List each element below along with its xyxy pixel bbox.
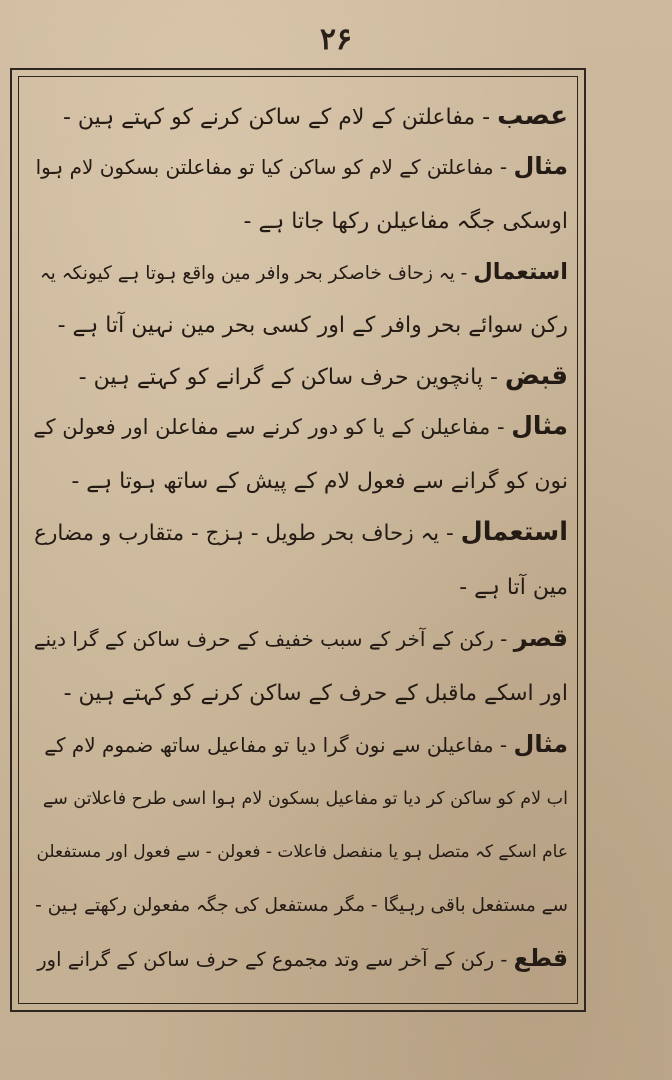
term-heading: مثال [513,730,568,758]
line-text: رکن سوائے بحر وافر کے اور کسی بحر مین نہین آتا ہے - [57,313,568,338]
line-text: اب لام کو ساکن کر دیا تو مفاعیل بسکون لام ہوا اسی طرح فاعلاتن سے [42,789,568,809]
term-heading: استعمال [473,259,568,285]
line-text: - مفاعلتن کے لام کو ساکن کیا تو مفاعلتن بسکون لام ہوا [35,155,514,179]
text-line [459,566,568,610]
term-heading: استعمال [460,517,568,547]
page-number: ۲۶ [319,22,353,57]
text-line [63,96,568,140]
line-text: عام اسکے کہ متصل ہو یا منفصل فاعلات - فعولن - سے فعول اور مستفعلن [36,842,568,862]
text-line [37,938,568,982]
text-line [34,618,568,662]
text-line [64,672,568,716]
text-line [44,724,568,768]
text-line [244,200,568,244]
text-line [79,356,568,400]
line-text: - یہ زحاف خاصکر بحر وافر مین واقع ہوتا ہے کیونکہ یہ [39,263,474,284]
line-text: مین آتا ہے - [459,575,568,600]
line-text: سے مستفعل باقی رہیگا - مگر مستفعل کی جگہ مفعولن رکھتے ہین - [35,895,568,916]
text-line [58,304,568,348]
line-text: - رکن کے آخر کے سبب خفیف کے حرف ساکن کے گرا دینے [33,627,514,651]
text-line [40,252,568,296]
text-line [33,406,568,450]
term-heading: مثال [513,152,568,180]
line-text: - مفاعیلن کے یا کو دور کرنے سے مفاعلن اور فعولن کے [33,415,512,439]
text-line [34,512,568,556]
term-heading: عصب [497,101,568,131]
line-text: - یہ زحاف بحر طویل - ہزج - متقارب و مضارع [34,521,461,546]
line-text: نون کو گرانے سے فعول لام کے پیش کے ساتھ ہوتا ہے - [71,469,568,494]
term-heading: مثال [511,411,568,440]
line-text: اور اسکے ماقبل کے حرف کے ساکن کرنے کو کہتے ہین - [63,681,568,706]
text-line [71,460,568,504]
line-text: - پانچوین حرف ساکن کے گرانے کو کہتے ہین - [78,365,505,390]
term-heading: قصر [513,624,568,652]
text-line [36,146,568,190]
text-line [36,830,568,874]
term-heading: قطع [513,944,568,972]
term-heading: قبض [504,361,568,391]
line-text: - مفاعیلن سے نون گرا دیا تو مفاعیل ساتھ ضموم لام کے [44,733,514,757]
line-text: - رکن کے آخر سے وتد مجموع کے حرف ساکن کے گرانے اور [37,948,514,971]
text-line [35,884,568,928]
text-line [43,778,568,822]
line-text: اوسکی جگہ مفاعیلن رکھا جاتا ہے - [243,209,568,234]
line-text: - مفاعلتن کے لام کے ساکن کرنے کو کہتے ہین - [62,105,498,130]
